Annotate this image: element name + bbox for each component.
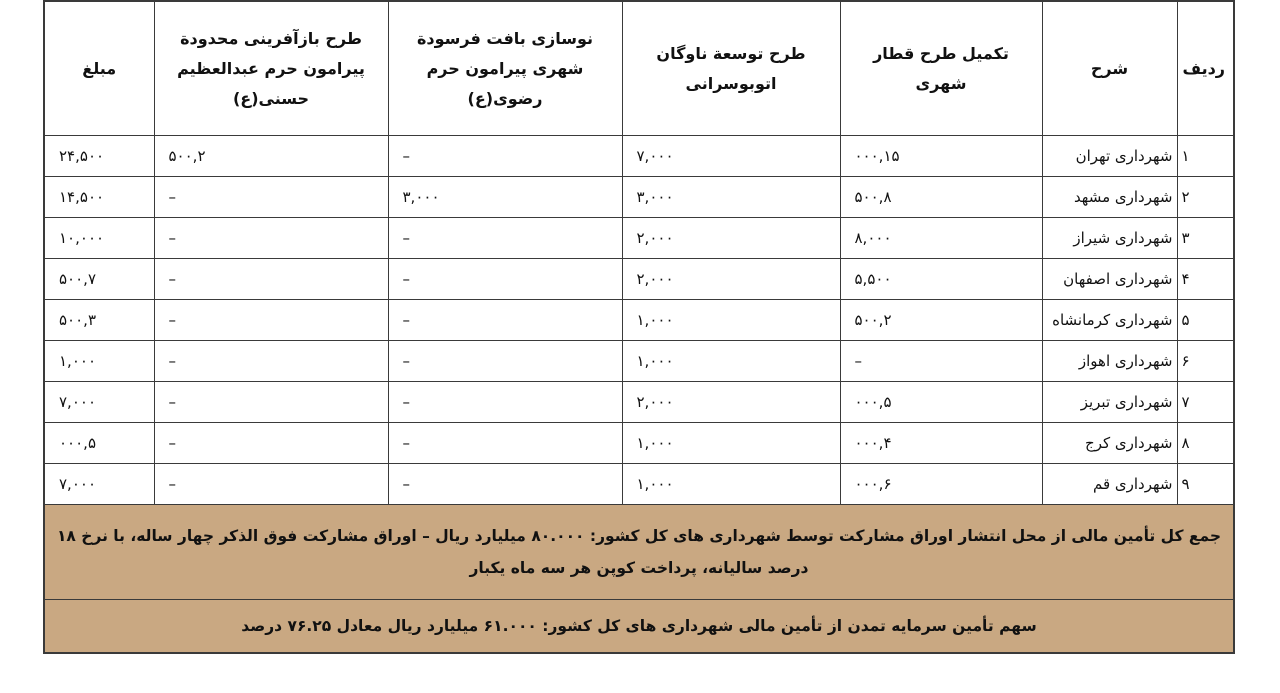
cell-mablagh: ١٠,٠٠٠ bbox=[44, 218, 154, 259]
header-metro: تکمیل طرح قطار شهری bbox=[840, 1, 1042, 136]
cell-bus: ٣,٠٠٠ bbox=[622, 177, 840, 218]
cell-radif: ۴ bbox=[1177, 259, 1234, 300]
cell-metro: – bbox=[840, 341, 1042, 382]
header-mashhad: نوسازی بافت فرسودة شهری پیرامون حرم رضوی(ع) bbox=[388, 1, 622, 136]
table-row bbox=[44, 423, 1234, 464]
share-text: سهم تأمین سرمایه تمدن از تأمین مالی شهرداری های کل کشور: ۶١.٠٠٠ میلیارد ریال معادل ٧۶.٢۵ درصد bbox=[44, 600, 1234, 654]
cell-mashhad: – bbox=[388, 382, 622, 423]
table-body bbox=[44, 136, 1234, 505]
cell-rey: – bbox=[154, 300, 388, 341]
cell-sharh: شهرداری تهران bbox=[1042, 136, 1177, 177]
cell-radif: ٩ bbox=[1177, 464, 1234, 505]
cell-radif: ١ bbox=[1177, 136, 1234, 177]
cell-mashhad: – bbox=[388, 300, 622, 341]
cell-bus: ١,٠٠٠ bbox=[622, 464, 840, 505]
table-row bbox=[44, 341, 1234, 382]
header-sharh: شرح bbox=[1042, 1, 1177, 136]
table-row bbox=[44, 464, 1234, 505]
financing-table-container bbox=[43, 0, 1233, 654]
cell-mablagh: ٣,۵٠٠ bbox=[44, 300, 154, 341]
cell-sharh: شهرداری قم bbox=[1042, 464, 1177, 505]
cell-bus: ١,٠٠٠ bbox=[622, 300, 840, 341]
cell-bus: ٧,٠٠٠ bbox=[622, 136, 840, 177]
cell-mablagh: ٧,٠٠٠ bbox=[44, 464, 154, 505]
cell-metro: ۴,٠٠٠ bbox=[840, 423, 1042, 464]
share-row bbox=[44, 600, 1234, 654]
table-row bbox=[44, 382, 1234, 423]
cell-mashhad: – bbox=[388, 218, 622, 259]
cell-rey: – bbox=[154, 259, 388, 300]
cell-sharh: شهرداری کرج bbox=[1042, 423, 1177, 464]
cell-rey: – bbox=[154, 341, 388, 382]
cell-metro: ۵,۵٠٠ bbox=[840, 259, 1042, 300]
header-bus: طرح توسعة ناوگان اتوبوسرانی bbox=[622, 1, 840, 136]
cell-rey: – bbox=[154, 177, 388, 218]
cell-mashhad: – bbox=[388, 423, 622, 464]
table-footer bbox=[44, 505, 1234, 654]
cell-radif: ٨ bbox=[1177, 423, 1234, 464]
financing-table bbox=[43, 0, 1235, 654]
cell-bus: ٢,٠٠٠ bbox=[622, 218, 840, 259]
cell-mashhad: – bbox=[388, 136, 622, 177]
table-row bbox=[44, 177, 1234, 218]
cell-rey: ٢,۵٠٠ bbox=[154, 136, 388, 177]
cell-rey: – bbox=[154, 218, 388, 259]
cell-sharh: شهرداری اهواز bbox=[1042, 341, 1177, 382]
cell-sharh: شهرداری تبریز bbox=[1042, 382, 1177, 423]
cell-metro: ٢,۵٠٠ bbox=[840, 300, 1042, 341]
summary-row bbox=[44, 505, 1234, 600]
cell-mablagh: ١۴,۵٠٠ bbox=[44, 177, 154, 218]
header-radif: ردیف bbox=[1177, 1, 1234, 136]
cell-mashhad: – bbox=[388, 464, 622, 505]
cell-rey: – bbox=[154, 382, 388, 423]
header-rey: طرح بازآفرینی محدودة پیرامون حرم عبدالعظیم حسنی(ع) bbox=[154, 1, 388, 136]
cell-sharh: شهرداری کرمانشاه bbox=[1042, 300, 1177, 341]
cell-sharh: شهرداری شیراز bbox=[1042, 218, 1177, 259]
header-row bbox=[44, 1, 1234, 136]
cell-radif: ٢ bbox=[1177, 177, 1234, 218]
cell-radif: ۶ bbox=[1177, 341, 1234, 382]
cell-radif: ۵ bbox=[1177, 300, 1234, 341]
cell-bus: ١,٠٠٠ bbox=[622, 423, 840, 464]
cell-radif: ٣ bbox=[1177, 218, 1234, 259]
table-row bbox=[44, 218, 1234, 259]
cell-metro: ۵,٠٠٠ bbox=[840, 382, 1042, 423]
cell-radif: ٧ bbox=[1177, 382, 1234, 423]
table-header bbox=[44, 1, 1234, 136]
cell-rey: – bbox=[154, 423, 388, 464]
cell-mablagh: ٧,٠٠٠ bbox=[44, 382, 154, 423]
table-row bbox=[44, 300, 1234, 341]
summary-text: جمع کل تأمین مالی از محل انتشار اوراق مشارکت توسط شهرداری های کل کشور: ٨٠.٠٠٠ میلیارد ریال – اوراق مشارکت فوق الذکر چهار ساله، با نرخ ١٨ درصد سالیانه، پرداخت کوپن هر سه ماه یکبار bbox=[44, 505, 1234, 600]
cell-mablagh: ۵,٠٠٠ bbox=[44, 423, 154, 464]
cell-mablagh: ٢۴,۵٠٠ bbox=[44, 136, 154, 177]
cell-bus: ٢,٠٠٠ bbox=[622, 259, 840, 300]
cell-sharh: شهرداری مشهد bbox=[1042, 177, 1177, 218]
cell-mablagh: ٧,۵٠٠ bbox=[44, 259, 154, 300]
cell-bus: ٢,٠٠٠ bbox=[622, 382, 840, 423]
table-row bbox=[44, 259, 1234, 300]
cell-metro: ٨,۵٠٠ bbox=[840, 177, 1042, 218]
cell-metro: ١۵,٠٠٠ bbox=[840, 136, 1042, 177]
cell-metro: ۶,٠٠٠ bbox=[840, 464, 1042, 505]
cell-mashhad: ٣,٠٠٠ bbox=[388, 177, 622, 218]
cell-rey: – bbox=[154, 464, 388, 505]
cell-bus: ١,٠٠٠ bbox=[622, 341, 840, 382]
cell-mablagh: ١,٠٠٠ bbox=[44, 341, 154, 382]
cell-mashhad: – bbox=[388, 259, 622, 300]
header-mablagh: مبلغ bbox=[44, 1, 154, 136]
table-row bbox=[44, 136, 1234, 177]
cell-mashhad: – bbox=[388, 341, 622, 382]
cell-sharh: شهرداری اصفهان bbox=[1042, 259, 1177, 300]
cell-metro: ٨,٠٠٠ bbox=[840, 218, 1042, 259]
